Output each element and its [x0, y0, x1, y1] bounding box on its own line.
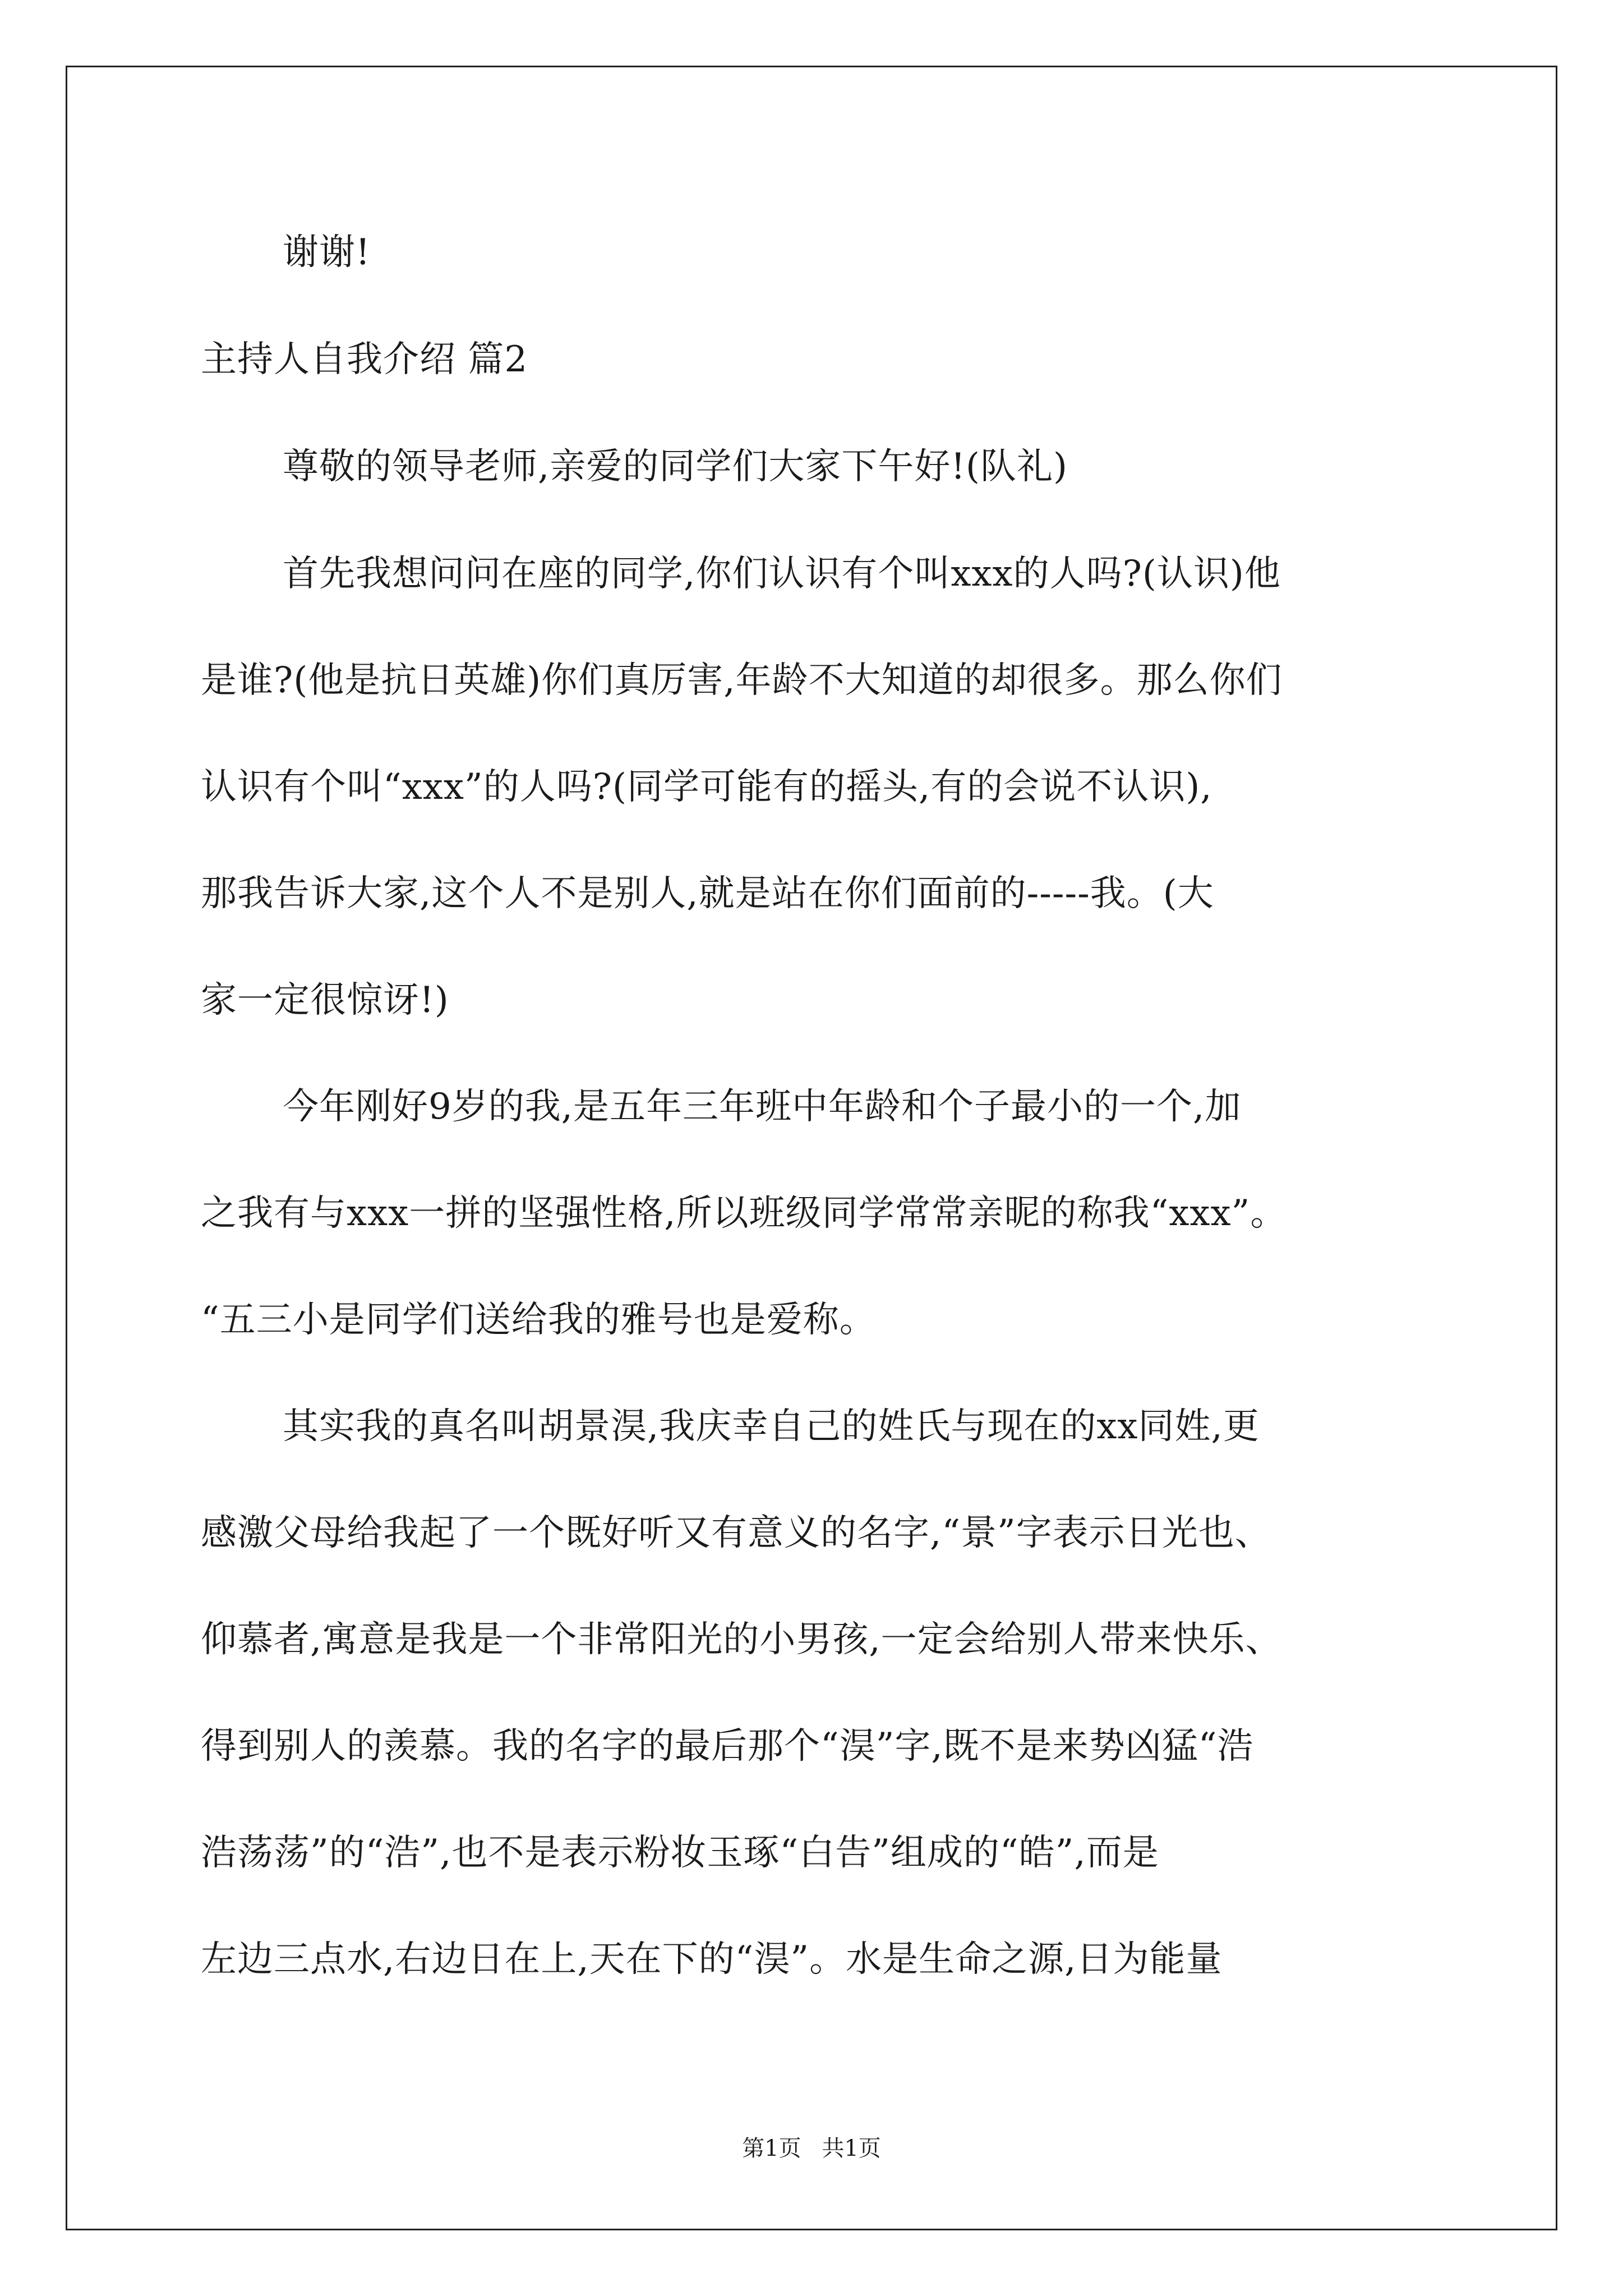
paragraph-line: 仰慕者,寓意是我是一个非常阳光的小男孩,一定会给别人带来快乐、: [201, 1619, 1282, 1660]
paragraph-line: 得到别人的羡慕。我的名字的最后那个“淏”字,既不是来势凶猛“浩: [201, 1726, 1254, 1767]
paragraph-line: 感激父母给我起了一个既好听又有意义的名字,“景”字表示日光也、: [201, 1512, 1271, 1554]
page-footer: [0, 2132, 1623, 2165]
paragraph-line: 家一定很惊讶!): [201, 979, 449, 1021]
paragraph-line: 浩荡荡”的“浩”,也不是表示粉妆玉琢“白告”组成的“皓”,而是: [201, 1832, 1159, 1874]
greeting-line: 尊敬的领导老师,亲爱的同学们大家下午好!(队礼): [283, 446, 1068, 487]
paragraph-line: “五三小是同学们送给我的雅号也是爱称。: [201, 1299, 876, 1341]
paragraph-line: 其实我的真名叫胡景淏,我庆幸自己的姓氏与现在的xx同姓,更: [283, 1406, 1260, 1447]
section-heading: 主持人自我介绍 篇2: [201, 339, 528, 380]
paragraph-line: 是谁?(他是抗日英雄)你们真厉害,年龄不大知道的却很多。那么你们: [201, 660, 1283, 701]
paragraph-line: 首先我想问问在座的同学,你们认识有个叫xxx的人吗?(认识)他: [283, 553, 1281, 595]
page-border: [66, 66, 1557, 2230]
closing-line: 谢谢!: [283, 232, 371, 273]
paragraph-line: 之我有与xxx一拼的坚强性格,所以班级同学常常亲昵的称我“xxx”。: [201, 1193, 1287, 1234]
paragraph-line: 那我告诉大家,这个人不是别人,就是站在你们面前的-----我。(大: [201, 873, 1214, 914]
page-total: 共1页: [822, 2136, 881, 2161]
paragraph-line: 左边三点水,右边日在上,天在下的“淏”。水是生命之源,日为能量: [201, 1939, 1223, 1980]
paragraph-line: 认识有个叫“xxx”的人吗?(同学可能有的摇头,有的会说不认识),: [201, 766, 1212, 808]
page-number: 第1页: [742, 2136, 801, 2161]
paragraph-line: 今年刚好9岁的我,是五年三年班中年龄和个子最小的一个,加: [283, 1086, 1242, 1128]
